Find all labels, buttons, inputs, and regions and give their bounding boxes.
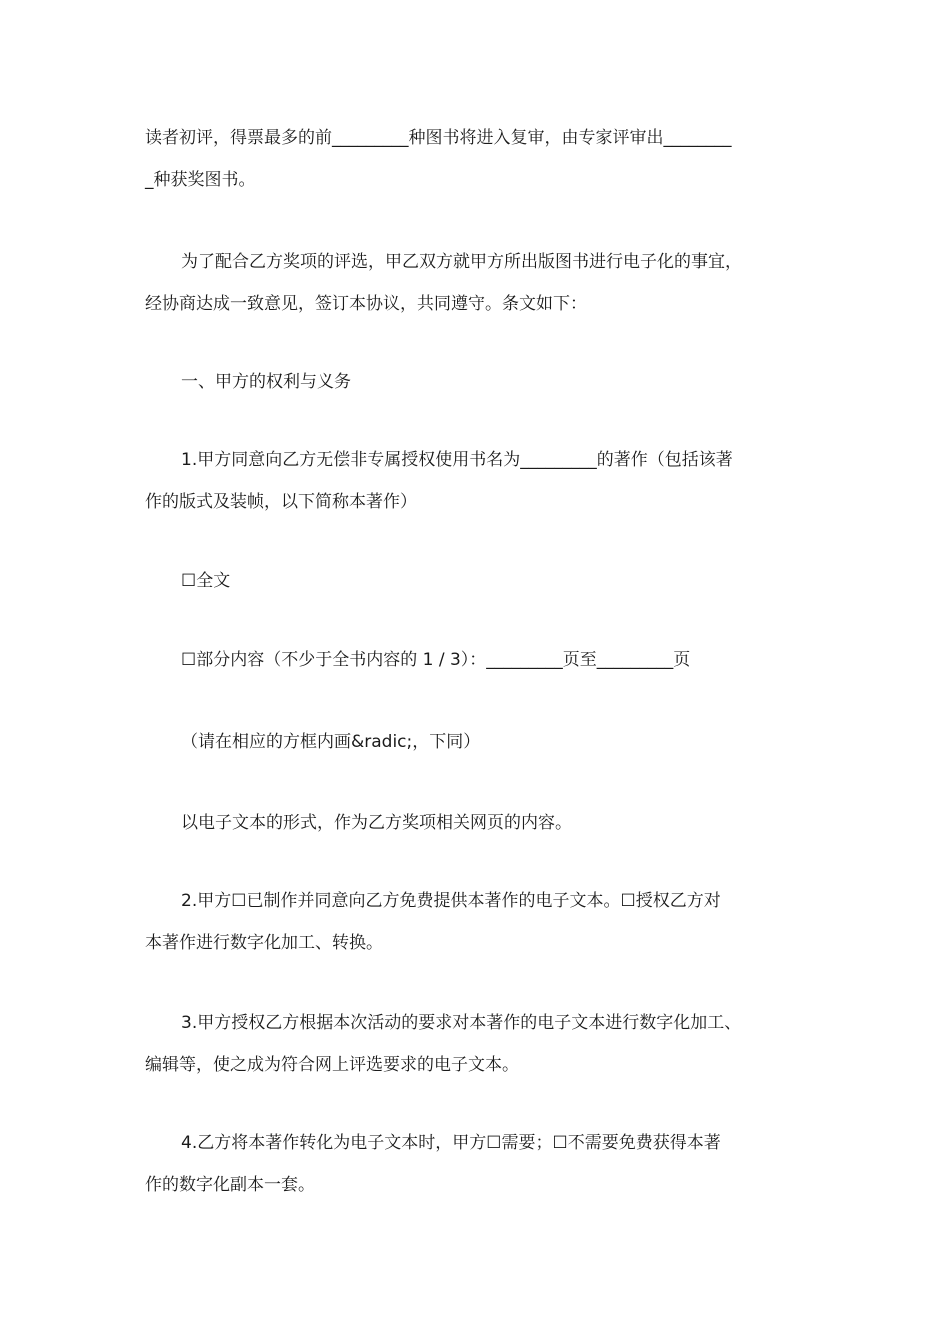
paragraph-preamble xyxy=(145,241,807,325)
instruction-note xyxy=(145,721,807,763)
text-line: 经协商达成一致意见，签订本协议，共同遵守。条文如下： xyxy=(145,294,587,314)
clause-3 xyxy=(145,1002,807,1086)
option-partial-content xyxy=(145,639,807,681)
text-line: 1.甲方同意向乙方无偿非专属授权使用书名为_________的著作（包括该著 xyxy=(181,450,733,470)
text-line: 本著作进行数字化加工、转换。 xyxy=(145,933,383,953)
text-line: 以电子文本的形式，作为乙方奖项相关网页的内容。 xyxy=(181,813,572,833)
checkbox-option-line: ☐部分内容（不少于全书内容的 1 / 3）：_________页至_________页 xyxy=(181,650,691,670)
text-line: 3.甲方授权乙方根据本次活动的要求对本著作的电子文本进行数字化加工、 xyxy=(181,1013,742,1033)
text-line: 4.乙方将本著作转化为电子文本时，甲方☐需要；☐不需要免费获得本著 xyxy=(181,1133,721,1153)
text-line: 编辑等，使之成为符合网上评选要求的电子文本。 xyxy=(145,1055,519,1075)
section-heading-text: 一、甲方的权利与义务 xyxy=(181,372,351,392)
paragraph-electronic-form xyxy=(145,802,807,844)
option-full-text xyxy=(145,560,807,602)
paragraph-review-process xyxy=(145,117,807,201)
clause-1 xyxy=(145,439,807,523)
text-line: 作的版式及装帧，以下简称本著作） xyxy=(145,492,417,512)
text-line: 2.甲方☐已制作并同意向乙方免费提供本著作的电子文本。☐授权乙方对 xyxy=(181,891,721,911)
clause-4 xyxy=(145,1122,807,1206)
text-line: _种获奖图书。 xyxy=(145,170,256,190)
text-line: （请在相应的方框内画&radic;，下同） xyxy=(181,732,481,752)
text-line: 作的数字化副本一套。 xyxy=(145,1175,315,1195)
clause-2 xyxy=(145,880,807,964)
text-line: 为了配合乙方奖项的评选，甲乙双方就甲方所出版图书进行电子化的事宜， xyxy=(181,252,742,272)
checkbox-option-line: ☐全文 xyxy=(181,571,231,591)
text-line: 读者初评，得票最多的前_________种图书将进入复审，由专家评审出________ xyxy=(145,128,732,148)
section-heading-party-a-rights xyxy=(145,361,807,403)
